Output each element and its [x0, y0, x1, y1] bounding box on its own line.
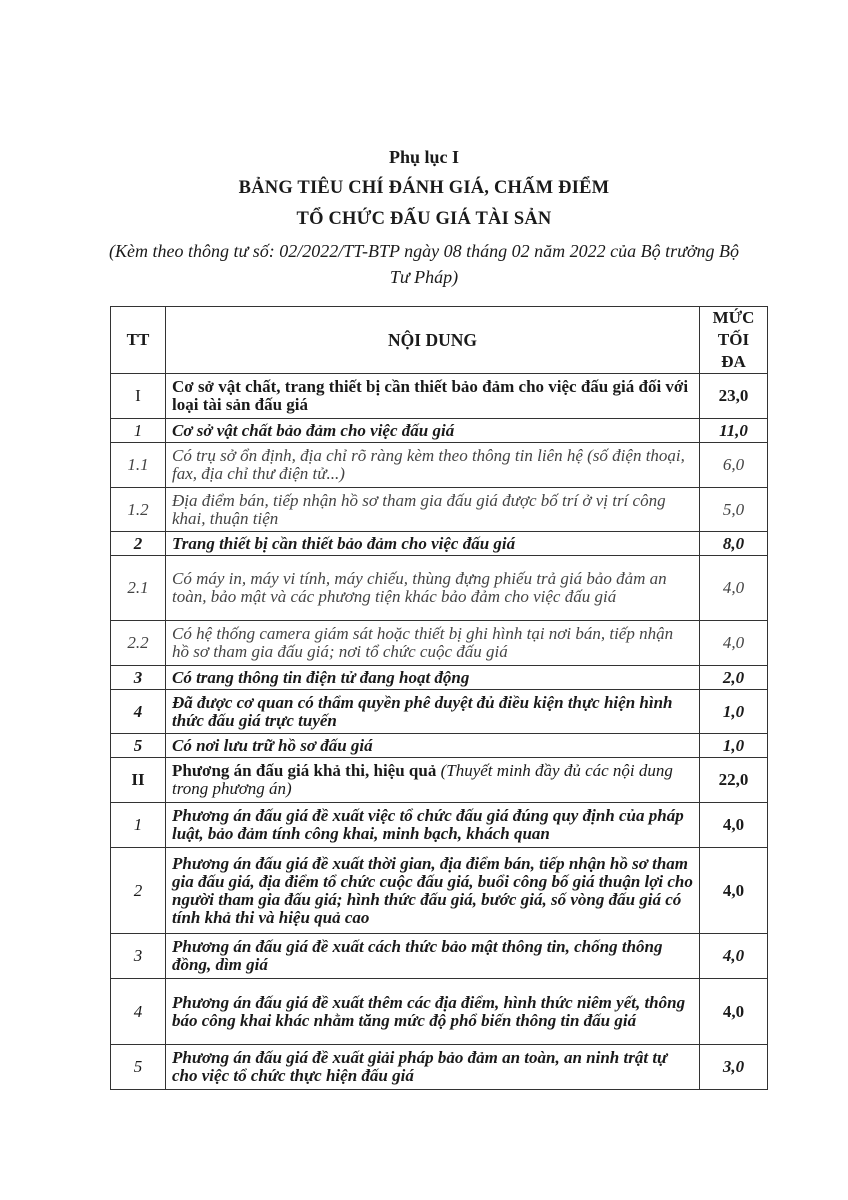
- row-tt: 1: [111, 803, 166, 848]
- row-tt: 4: [111, 690, 166, 734]
- row-max: 4,0: [700, 848, 768, 934]
- row-max: 5,0: [700, 488, 768, 532]
- document-title-line2: TỔ CHỨC ĐẤU GIÁ TÀI SẢN: [296, 209, 552, 229]
- row-max: 4,0: [700, 979, 768, 1045]
- table-row: [111, 758, 768, 803]
- row-tt: II: [111, 758, 166, 803]
- table-row: [111, 979, 768, 1045]
- table-row: [111, 934, 768, 979]
- row-tt: 1: [111, 419, 166, 443]
- row-content: Phương án đấu giá đề xuất cách thức bảo mật thông tin, chống thông đồng, dìm giá: [166, 934, 700, 979]
- row-max: 2,0: [700, 666, 768, 690]
- document-header: [0, 146, 848, 290]
- row-max: 4,0: [700, 803, 768, 848]
- row-content: Có trang thông tin điện tử đang hoạt động: [166, 666, 700, 690]
- row-content: Có máy in, máy vi tính, máy chiếu, thùng đựng phiếu trả giá bảo đảm an toàn, bảo mật và các phương tiện khác bảo đảm cho việc đấu giá: [166, 556, 700, 621]
- row-content: Trang thiết bị cần thiết bảo đảm cho việc đấu giá: [166, 532, 700, 556]
- row-content: Địa điểm bán, tiếp nhận hồ sơ tham gia đấu giá được bố trí ở vị trí công khai, thuận tiện: [166, 488, 700, 532]
- table-row: [111, 734, 768, 758]
- column-header-content: NỘI DUNG: [166, 307, 700, 374]
- row-content: [166, 758, 700, 803]
- row-tt: 4: [111, 979, 166, 1045]
- row-tt: 3: [111, 934, 166, 979]
- table-row: [111, 666, 768, 690]
- row-max: 1,0: [700, 734, 768, 758]
- table-row: [111, 690, 768, 734]
- row-max: 22,0: [700, 758, 768, 803]
- row-max: 4,0: [700, 621, 768, 666]
- row-tt: 3: [111, 666, 166, 690]
- table-row: [111, 556, 768, 621]
- row-content-title: Phương án đấu giá khả thi, hiệu quả: [172, 761, 437, 780]
- row-tt: I: [111, 374, 166, 419]
- column-header-tt: TT: [111, 307, 166, 374]
- row-max: 4,0: [700, 934, 768, 979]
- row-content-note: (Thuyết minh đầy đủ các nội dung trong phương án): [172, 761, 673, 798]
- row-content: Có nơi lưu trữ hồ sơ đấu giá: [166, 734, 700, 758]
- table-row: [111, 374, 768, 419]
- table-row: [111, 419, 768, 443]
- row-max: 1,0: [700, 690, 768, 734]
- table-row: [111, 1045, 768, 1090]
- row-max: 6,0: [700, 443, 768, 488]
- row-content: Phương án đấu giá đề xuất thời gian, địa điểm bán, tiếp nhận hồ sơ tham gia đấu giá, địa điểm tổ chức cuộc đấu giá, buổi công bố giá thuận lợi cho người tham gia đấu giá; hình thức đấu giá, bước giá, số vòng đấu giá có tính khả thi và hiệu quả cao: [166, 848, 700, 934]
- table-row: [111, 848, 768, 934]
- row-content: Phương án đấu giá đề xuất giải pháp bảo đảm an toàn, an ninh trật tự cho việc tổ chức thực hiện đấu giá: [166, 1045, 700, 1090]
- row-content: Phương án đấu giá đề xuất việc tổ chức đấu giá đúng quy định của pháp luật, bảo đảm tính công khai, minh bạch, khách quan: [166, 803, 700, 848]
- row-tt: 2.1: [111, 556, 166, 621]
- column-header-max: MỨC TỐI ĐA: [700, 307, 768, 374]
- document-title-line1: BẢNG TIÊU CHÍ ĐÁNH GIÁ, CHẤM ĐIỂM: [238, 178, 610, 198]
- row-tt: 1.2: [111, 488, 166, 532]
- row-content: Cơ sở vật chất, trang thiết bị cần thiết bảo đảm cho việc đấu giá đối với loại tài sản đấu giá: [166, 374, 700, 419]
- table-row: [111, 443, 768, 488]
- table-row: [111, 488, 768, 532]
- row-content: Đã được cơ quan có thẩm quyền phê duyệt đủ điều kiện thực hiện hình thức đấu giá trực tuyến: [166, 690, 700, 734]
- row-tt: 5: [111, 1045, 166, 1090]
- row-max: 8,0: [700, 532, 768, 556]
- document-note: (Kèm theo thông tư số: 02/2022/TT-BTP ngày 08 tháng 02 năm 2022 của Bộ trưởng Bộ Tư Pháp): [108, 241, 740, 287]
- table-header-row: [111, 307, 768, 374]
- row-max: 4,0: [700, 556, 768, 621]
- row-content: Phương án đấu giá đề xuất thêm các địa điểm, hình thức niêm yết, thông báo công khai khác nhằm tăng mức độ phổ biến thông tin đấu giá: [166, 979, 700, 1045]
- criteria-table: [110, 306, 768, 1090]
- row-tt: 2: [111, 532, 166, 556]
- row-tt: 2.2: [111, 621, 166, 666]
- row-content: Cơ sở vật chất bảo đảm cho việc đấu giá: [166, 419, 700, 443]
- appendix-label: Phụ lục I: [388, 147, 460, 167]
- row-max: 11,0: [700, 419, 768, 443]
- table-row: [111, 621, 768, 666]
- row-max: 23,0: [700, 374, 768, 419]
- row-tt: 5: [111, 734, 166, 758]
- row-tt: 1.1: [111, 443, 166, 488]
- table-row: [111, 532, 768, 556]
- row-tt: 2: [111, 848, 166, 934]
- row-content: Có trụ sở ổn định, địa chỉ rõ ràng kèm theo thông tin liên hệ (số điện thoại, fax, địa chỉ thư điện tử...): [166, 443, 700, 488]
- row-content: Có hệ thống camera giám sát hoặc thiết bị ghi hình tại nơi bán, tiếp nhận hồ sơ tham gia đấu giá; nơi tổ chức cuộc đấu giá: [166, 621, 700, 666]
- row-max: 3,0: [700, 1045, 768, 1090]
- table-row: [111, 803, 768, 848]
